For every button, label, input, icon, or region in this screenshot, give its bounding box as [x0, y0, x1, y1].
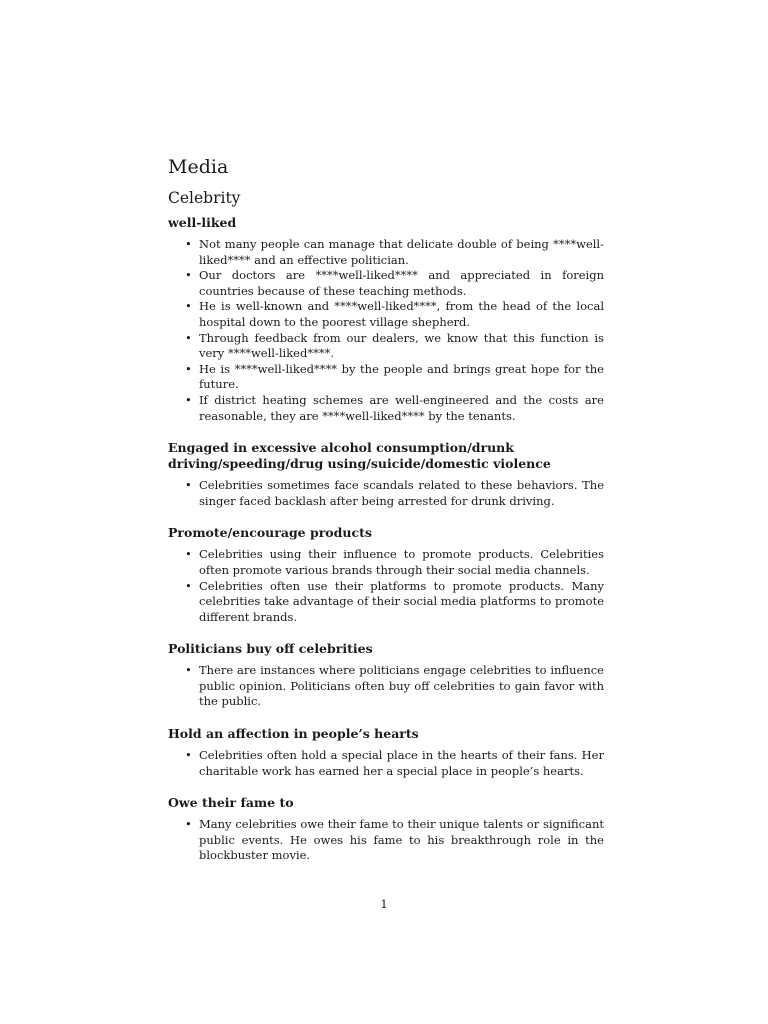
bullet-icon: • [185, 478, 192, 493]
bullet-icon: • [185, 268, 192, 283]
document-title: Media [168, 156, 229, 178]
list-item [168, 268, 604, 299]
list-item [168, 579, 604, 626]
list-item-text: Through feedback from our dealers, we know that this function is very ****well-liked****. [199, 330, 604, 361]
bullet-icon: • [185, 578, 192, 593]
bullet-icon: • [185, 237, 192, 251]
list-item-text: There are instances where politicians engage celebrities to influence public opinion. Politicians often buy off celebrities to gain favor with the public. [199, 663, 604, 709]
bullet-icon: • [185, 748, 192, 763]
page-number: 1 [380, 897, 388, 911]
bullet-list [168, 817, 604, 864]
section-heading: Engaged in excessive alcohol consumption/drunk driving/speeding/drug using/suicide/domestic violence [168, 440, 551, 472]
bullet-list [168, 547, 604, 625]
section-heading: Hold an affection in people’s hearts [168, 726, 419, 742]
list-item-text: He is ****well-liked**** by the people and brings great hope for the future. [199, 361, 604, 392]
bullet-icon: • [185, 817, 192, 832]
list-item [168, 237, 604, 268]
list-item-text: Celebrities often hold a special place in the hearts of their fans. Her charitable work has earned her a special place in people’s hearts. [199, 748, 604, 778]
section-heading: well-liked [168, 215, 237, 230]
list-item [168, 817, 604, 864]
section-heading: Owe their fame to [168, 795, 294, 811]
list-item-text: Celebrities using their influence to promote products. Celebrities often promote various brands through their social media channels. [199, 547, 604, 577]
list-item-text: Celebrities sometimes face scandals related to these behaviors. The singer faced backlash after being arrested for drunk driving. [199, 478, 604, 508]
section-heading: Promote/encourage products [168, 525, 372, 541]
list-item [168, 362, 604, 393]
list-item-text: He is well-known and ****well-liked****, from the head of the local hospital down to the poorest village shepherd. [199, 299, 604, 329]
list-item [168, 478, 604, 509]
list-item [168, 547, 604, 578]
section-affection [168, 726, 604, 779]
bullet-list [168, 478, 604, 509]
bullet-icon: • [185, 392, 192, 407]
list-item-text: If district heating schemes are well-engineered and the costs are reasonable, they are ****well-liked**** by the tenants. [199, 392, 604, 423]
list-item-text: Celebrities often use their platforms to promote products. Many celebrities take advantage of their social media platforms to promote different brands. [199, 578, 604, 624]
section-promote-products [168, 525, 604, 625]
section-excessive-behaviors [168, 440, 604, 509]
section-owe-fame [168, 795, 604, 864]
bullet-icon: • [185, 361, 192, 376]
list-item [168, 299, 604, 330]
bullet-icon: • [185, 299, 192, 314]
bullet-list [168, 237, 604, 424]
list-item-text: Not many people can manage that delicate double of being ****well-liked**** and an effective politician. [199, 237, 604, 267]
list-item [168, 748, 604, 779]
bullet-list [168, 748, 604, 779]
list-item [168, 663, 604, 710]
list-item-text: Our doctors are ****well-liked**** and appreciated in foreign countries because of these teaching methods. [199, 268, 604, 298]
document-page [168, 154, 604, 880]
document-subtitle: Celebrity [168, 189, 241, 207]
list-item [168, 393, 604, 424]
bullet-icon: • [185, 330, 192, 345]
list-item [168, 331, 604, 362]
bullet-list [168, 663, 604, 710]
section-heading: Politicians buy off celebrities [168, 641, 373, 657]
section-politicians [168, 641, 604, 710]
section-well-liked [168, 215, 604, 424]
bullet-icon: • [185, 547, 192, 562]
bullet-icon: • [185, 663, 192, 678]
list-item-text: Many celebrities owe their fame to their unique talents or significant public events. He owes his fame to his breakthrough role in the blockbuster movie. [199, 817, 604, 863]
